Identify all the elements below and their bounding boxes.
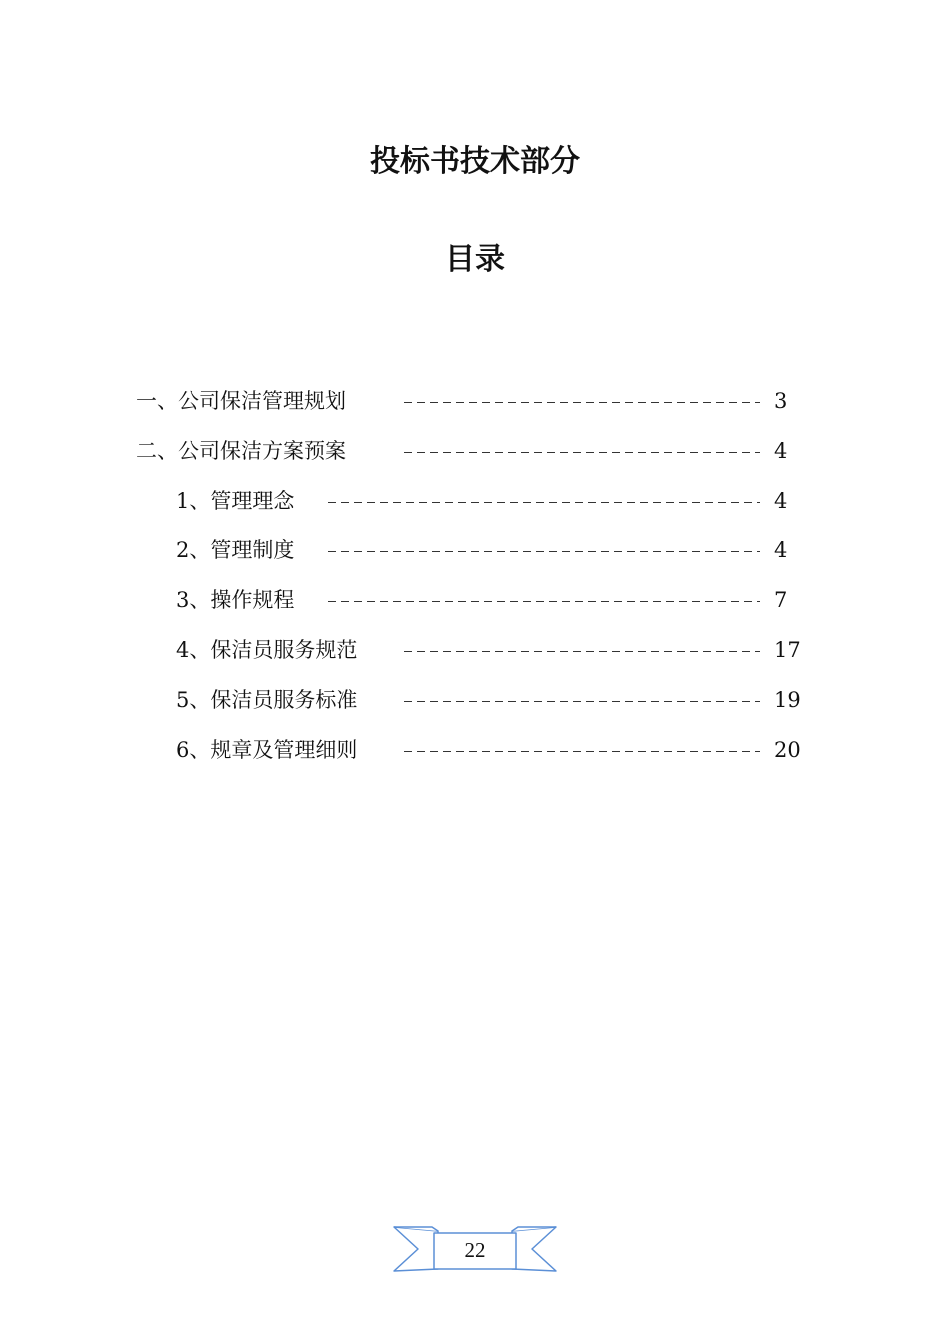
toc-entry-page: 20 xyxy=(774,738,801,762)
toc-entry-label: 1、管理理念 xyxy=(176,489,295,513)
toc-entry[interactable] xyxy=(0,532,950,568)
toc-entry-label: 4、保洁员服务规范 xyxy=(176,638,358,662)
toc-entry-label: 2、管理制度 xyxy=(176,538,295,562)
toc-entry[interactable] xyxy=(0,483,950,519)
toc-entry-label: 5、保洁员服务标准 xyxy=(176,688,358,712)
toc-leader-dots xyxy=(404,452,760,453)
toc-entry[interactable] xyxy=(0,433,950,469)
page-footer xyxy=(392,1225,558,1275)
toc-entry-page: 19 xyxy=(774,688,801,712)
toc-leader-dots xyxy=(404,701,760,702)
toc-entry-page: 4 xyxy=(774,538,788,562)
page-number: 22 xyxy=(464,1238,486,1262)
toc-leader-dots xyxy=(404,402,760,403)
toc-entry-page: 4 xyxy=(774,489,788,513)
toc-entry[interactable] xyxy=(0,682,950,718)
document-title: 投标书技术部分 xyxy=(370,144,580,179)
toc-entry-label: 6、规章及管理细则 xyxy=(176,738,358,762)
toc-leader-dots xyxy=(404,651,760,652)
toc-heading: 目录 xyxy=(445,242,505,277)
toc-entry-label: 3、操作规程 xyxy=(176,588,295,612)
toc-entry-page: 17 xyxy=(774,638,801,662)
toc-entry[interactable] xyxy=(0,383,950,419)
toc-entry-label: 一、公司保洁管理规划 xyxy=(136,389,346,413)
toc-entry-page: 4 xyxy=(774,439,788,463)
toc-leader-dots xyxy=(404,751,760,752)
toc-leader-dots xyxy=(328,502,760,503)
toc-leader-dots xyxy=(328,601,760,602)
toc-entry-label: 二、公司保洁方案预案 xyxy=(136,439,346,463)
toc-entry[interactable] xyxy=(0,732,950,768)
toc-entry-page: 3 xyxy=(774,389,788,413)
toc-entry-page: 7 xyxy=(774,588,788,612)
toc-leader-dots xyxy=(328,551,760,552)
toc-entry[interactable] xyxy=(0,582,950,618)
toc-entry[interactable] xyxy=(0,632,950,668)
